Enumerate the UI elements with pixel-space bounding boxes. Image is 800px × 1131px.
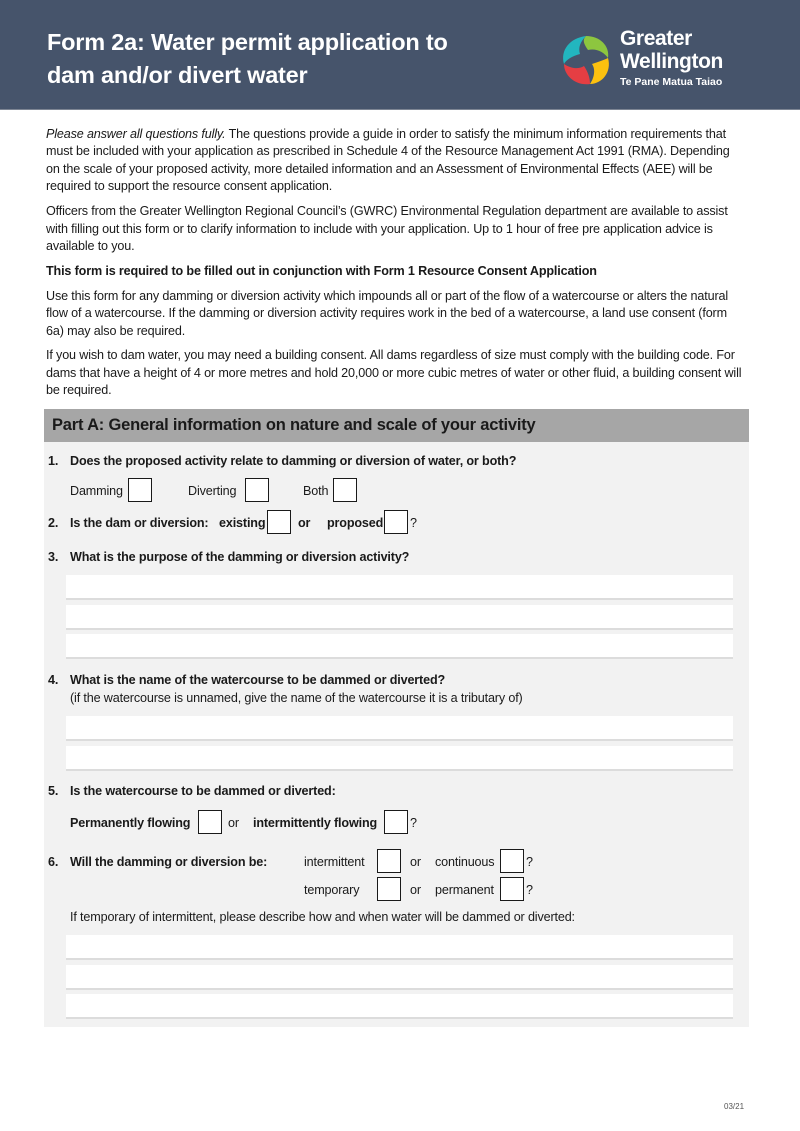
purpose-input-line-3[interactable] [66,634,733,659]
question-number: 6. [48,855,59,869]
watercourse-name-input-line-1[interactable] [66,716,733,741]
intro-section [46,126,746,407]
form-title-line1: Form 2a: Water permit application to [47,29,448,55]
option-label-permanently-flowing: Permanently flowing [70,816,191,830]
logo-text-wellington: Wellington [620,50,723,73]
question-hint: (if the watercourse is unnamed, give the name of the watercourse it is a tributary of) [70,691,523,705]
continuous-checkbox[interactable] [500,849,524,873]
logo-text-greater: Greater [620,27,692,50]
timing-description-input-line-1[interactable] [66,935,733,960]
intro-conjunction-note: This form is required to be filled out in conjunction with Form 1 Resource Consent Application [46,263,597,278]
koru-swirl-icon [558,32,614,88]
or-label: or [228,816,239,830]
question-number: 5. [48,784,59,798]
q6-followup-prompt: If temporary of intermittent, please describe how and when water will be dammed or diverted: [70,910,575,924]
timing-description-input-line-2[interactable] [66,965,733,990]
option-label-permanent: permanent [435,883,494,897]
header-banner [0,0,800,110]
watercourse-name-input-line-2[interactable] [66,746,733,771]
question-text: Is the watercourse to be dammed or diverted: [70,784,336,798]
question-text: Is the dam or diversion: [70,516,209,530]
diverting-checkbox[interactable] [245,478,269,502]
temporary-checkbox[interactable] [377,877,401,901]
intermittently-flowing-checkbox[interactable] [384,810,408,834]
intro-paragraph-1-text: The questions provide a guide in order to satisfy the minimum information requirements that must be included with your application as prescribed in Schedule 4 of the Resource Management Act 1991 (RMA). Depending on the scale of your proposed activity, more detailed information and an Assessment of Environmental Effects (AEE) will be required to support the resource consent application. [46,127,730,194]
form-title-line2: dam and/or divert water [47,62,308,88]
option-label-diverting: Diverting [188,484,237,498]
or-label: or [410,855,421,869]
intro-italic-lead: Please answer all questions fully. [46,127,226,141]
part-a-title: Part A: General information on nature and scale of your activity [52,416,536,434]
question-mark: ? [526,883,533,897]
question-mark: ? [526,855,533,869]
intermittent-checkbox[interactable] [377,849,401,873]
option-label-intermittently-flowing: intermittently flowing [253,816,378,830]
question-number: 1. [48,454,59,468]
existing-checkbox[interactable] [267,510,291,534]
question-mark: ? [410,816,417,830]
question-number: 4. [48,673,59,687]
intro-paragraph-5: If you wish to dam water, you may need a building consent. All dams regardless of size must comply with the building code. For dams that have a height of 4 or more metres and hold 20,000 or more cubic metres of water or other fluid, a building consent will be required. [46,348,742,398]
option-label-both: Both [303,484,329,498]
option-label-proposed: proposed [327,516,384,530]
question-text: Will the damming or diversion be: [70,855,268,869]
or-label: or [410,883,421,897]
question-mark: ? [410,516,417,530]
intro-paragraph-2: Officers from the Greater Wellington Regional Council’s (GWRC) Environmental Regulation department are available to assist with filling out this form or to clarify information to include with your application. Up to 1 hour of free pre application advice is available to you. [46,204,728,253]
part-a-header [44,409,749,442]
question-number: 2. [48,516,59,530]
question-number: 3. [48,550,59,564]
form-title [47,26,517,92]
question-text: Does the proposed activity relate to damming or diversion of water, or both? [70,454,517,468]
permanently-flowing-checkbox[interactable] [198,810,222,834]
proposed-checkbox[interactable] [384,510,408,534]
timing-description-input-line-3[interactable] [66,994,733,1019]
question-text: What is the purpose of the damming or diversion activity? [70,550,410,564]
or-label: or [298,516,311,530]
option-label-existing: existing [219,516,266,530]
damming-checkbox[interactable] [128,478,152,502]
option-label-continuous: continuous [435,855,495,869]
question-text: What is the name of the watercourse to be dammed or diverted? [70,673,446,687]
greater-wellington-logo [558,27,748,92]
form-version-code: 03/21 [724,1102,745,1111]
option-label-temporary: temporary [304,883,360,897]
part-a-section [44,409,749,1027]
intro-paragraph-4: Use this form for any damming or diversion activity which impounds all or part of the flow of a watercourse or alters the natural flow of a watercourse. If the damming or diversion activity requires work in the bed of a watercourse, a land use consent (form 6a) may also be required. [46,288,729,338]
logo-text-maori-name: Te Pane Matua Taiao [620,76,723,88]
purpose-input-line-2[interactable] [66,605,733,630]
intro-paragraph-1 [46,126,746,196]
option-label-intermittent: intermittent [304,855,365,869]
option-label-damming: Damming [70,484,123,498]
purpose-input-line-1[interactable] [66,575,733,600]
permanent-checkbox[interactable] [500,877,524,901]
both-checkbox[interactable] [333,478,357,502]
